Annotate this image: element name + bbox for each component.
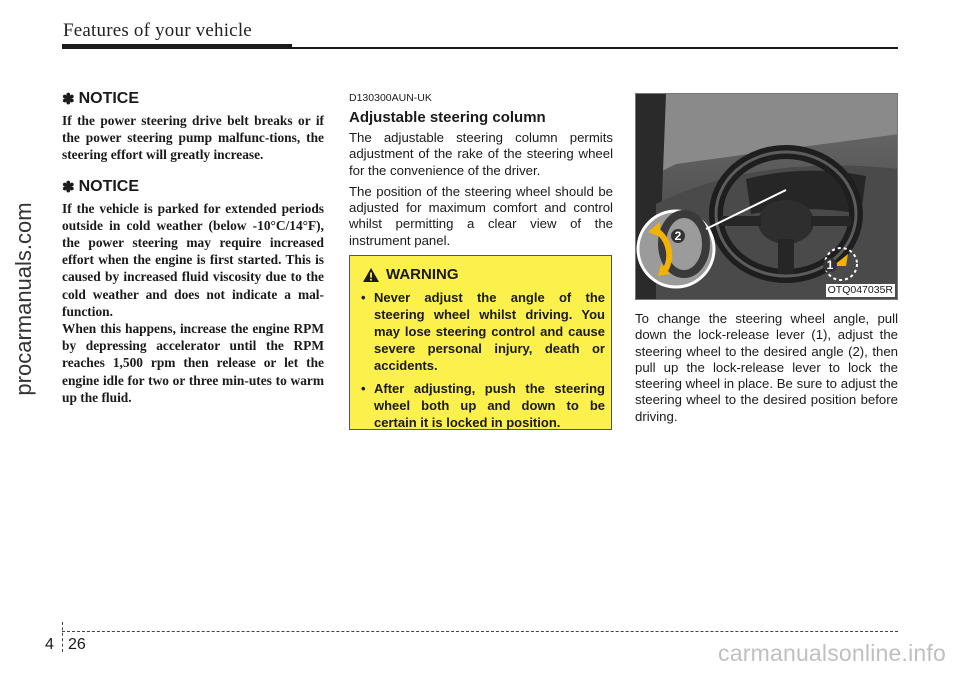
- steering-section: [349, 92, 613, 254]
- steering-wheel-drawing: [636, 94, 898, 300]
- header-rule-thick: [62, 44, 292, 49]
- asterisk-icon: ✽: [62, 178, 75, 196]
- page-number: 26: [68, 636, 86, 653]
- instruction-paragraph: To change the steering wheel angle, pull down the lock-release lever (1), adjust the steering wheel to the desired angle (2), then pull up the lock-release lever to lock the steering wheel in place. Be sure to adjust the steering wheel to the desired position before driving.: [635, 311, 898, 424]
- notice-heading-2: [62, 178, 324, 196]
- chapter-number: 4: [45, 636, 54, 653]
- warning-box: [349, 255, 612, 430]
- side-watermark: procarmanuals.com: [11, 202, 36, 396]
- footer-tick: [62, 622, 64, 652]
- bottom-watermark: carmanualsonline.info: [718, 640, 946, 666]
- notice-heading-1: [62, 90, 324, 108]
- steering-wheel-illustration: [635, 93, 898, 300]
- page-header-title: Features of your vehicle: [63, 20, 252, 41]
- notice-1-text: If the power steering drive belt breaks or if the power steering pump malfunc-tions, the steering effort will greatly increase.: [62, 113, 324, 163]
- section-paragraph-2: The position of the steering wheel should be adjusted for maximum comfort and control whilst permitting a clear view of the instrument panel.: [349, 183, 613, 248]
- notice-body-2: [62, 200, 324, 406]
- warning-heading: [362, 266, 459, 283]
- warning-item: • After adjusting, push the steering wheel both up and down to be certain it is locked in position.: [360, 380, 605, 431]
- warning-triangle-icon: [362, 267, 380, 283]
- warning-item: • Never adjust the angle of the steering wheel whilst driving. You may lose steering control and cause severe personal injury, death or accidents.: [360, 289, 605, 374]
- notice-2-text-a: If the vehicle is parked for extended periods outside in cold weather (below -10°C/14°F), the power steering may require increased effort when the engine is first started. This is caused by increased fluid viscosity due to the cold weather and does not indicate a mal-function.: [62, 200, 324, 319]
- notice-heading-2-label: NOTICE: [78, 177, 140, 195]
- notices-column: [62, 90, 324, 406]
- warning-list: [360, 289, 605, 437]
- figure-code: OTQ047035R: [827, 284, 893, 296]
- notice-heading-1-label: NOTICE: [78, 90, 140, 107]
- callout-1: 1: [823, 258, 837, 272]
- warning-heading-label: WARNING: [386, 266, 459, 283]
- asterisk-icon: ✽: [62, 91, 75, 108]
- callout-2: 2: [671, 229, 685, 243]
- section-title: Adjustable steering column: [349, 109, 546, 126]
- notice-2-text-b: When this happens, increase the engine RPM by depressing accelerator until the RPM reaches 1,500 rpm then release or let the engine idle for two or three min-utes to warm up the fluid.: [62, 321, 324, 405]
- instruction-text-block: [635, 311, 898, 430]
- footer-rule: [62, 631, 898, 632]
- section-paragraph-1: The adjustable steering column permits adjustment of the rake of the steering wheel for the convenience of the driver.: [349, 130, 613, 178]
- notice-body-1: [62, 112, 324, 164]
- header-rule-thin: [292, 47, 898, 49]
- section-code: D130300AUN-UK: [349, 92, 432, 104]
